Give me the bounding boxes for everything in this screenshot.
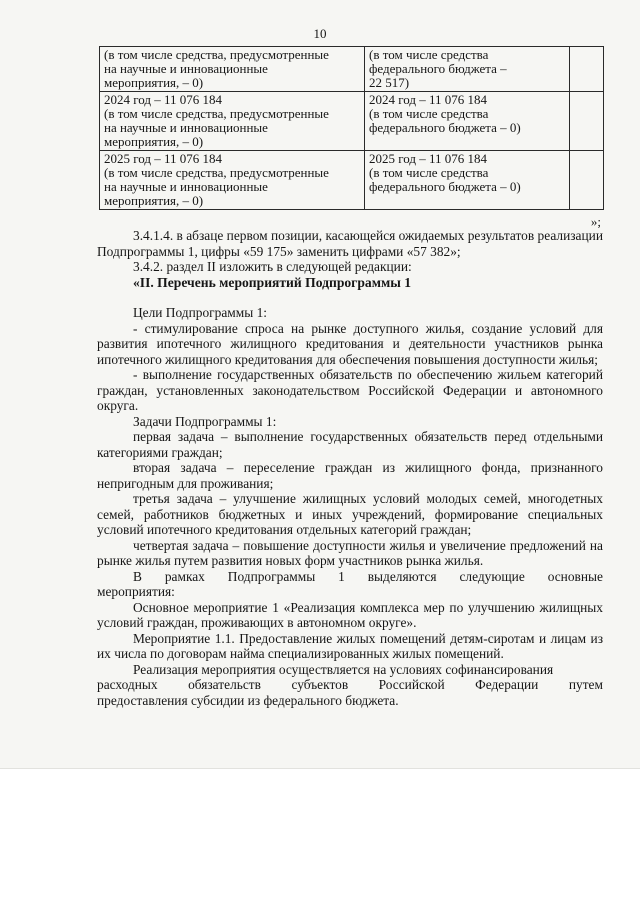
main-measure: Основное мероприятие 1 «Реализация комплекса мер по улучшению жилищных условий граждан, проживающих в автономном округе». xyxy=(97,599,603,630)
task-item: вторая задача – переселение граждан из жилищного фонда, признанного непригодным для проживания; xyxy=(97,460,603,491)
cell-line: на научные и инновационные xyxy=(104,179,268,194)
cell-line: (в том числе средства xyxy=(369,106,489,121)
cell-line: на научные и инновационные xyxy=(104,61,268,76)
cell-line: мероприятия, – 0) xyxy=(104,193,204,208)
task-item: первая задача – выполнение государственных обязательств перед отдельными категориями граждан; xyxy=(97,429,603,460)
goal-item: - стимулирование спроса на рынке доступного жилья, создание условий для развития ипотечного жилищного кредитования и деятельности участников рынка ипотечного жилищного кредитования для обеспечения повышения доступности жилья; xyxy=(97,320,603,367)
task-item: третья задача – улучшение жилищных условий молодых семей, многодетных семей, работников бюджетных и иных учреждений, формирование специальных условий ипотечного кредитования отдельных категорий граждан; xyxy=(97,491,603,537)
funding-table xyxy=(99,46,604,210)
cell-line: федерального бюджета – 0) xyxy=(369,179,521,194)
cell-line: мероприятия, – 0) xyxy=(104,75,204,90)
word: 1 xyxy=(338,568,345,584)
amendment-3-4-2: 3.4.2. раздел II изложить в следующей редакции: xyxy=(133,259,412,274)
measure-1-1: Мероприятие 1.1. Предоставление жилых помещений детям-сиротам и лицам из их числа по договорам найма специализированных жилых помещений. xyxy=(97,630,603,661)
table-cell xyxy=(570,47,604,92)
cell-line: (в том числе средства, предусмотренные xyxy=(104,47,329,62)
amendment-text xyxy=(97,228,603,708)
table-row xyxy=(100,151,604,210)
cell-line: 2024 год – 11 076 184 xyxy=(104,92,223,107)
word: основные xyxy=(547,568,603,584)
word: выделяются xyxy=(367,568,437,584)
cell-line: на научные и инновационные xyxy=(104,120,268,135)
cell-line: (в том числе средства, предусмотренные xyxy=(104,106,329,121)
implementation-first-line: Реализация мероприятия осуществляется на условиях софинансирования xyxy=(133,661,554,677)
cell-line: (в том числе средства xyxy=(369,165,489,180)
word: Подпрограммы xyxy=(227,568,316,584)
measures-intro-tail: мероприятия: xyxy=(97,584,175,599)
cell-line: 2024 год – 11 076 184 xyxy=(369,92,488,107)
cell-line: 22 517) xyxy=(369,75,410,90)
word: обязательств xyxy=(188,677,261,692)
table-cell xyxy=(100,92,365,151)
goal-item: - выполнение государственных обязательств по обеспечению жильем категорий граждан, установленных законодательством Российской Федерации и автономного округа. xyxy=(97,367,603,413)
measures-intro-line xyxy=(97,569,603,585)
word: Федерации xyxy=(475,677,539,692)
cell-line: мероприятия, – 0) xyxy=(104,134,204,149)
tasks-title: Задачи Подпрограммы 1: xyxy=(133,413,277,429)
table-cell xyxy=(365,92,570,151)
cell-line: 2025 год – 11 076 184 xyxy=(104,151,223,166)
goals-title: Цели Подпрограммы 1: xyxy=(133,305,267,320)
cell-line: федерального бюджета – 0) xyxy=(369,120,521,135)
implementation-justified-line xyxy=(97,677,603,693)
word: субъектов xyxy=(291,677,349,692)
implementation-tail: предоставления субсидии из федерального бюджета. xyxy=(97,692,399,708)
table-cell xyxy=(570,92,604,151)
task-item: четвертая задача – повышение доступности жилья и увеличение предложений на рынке жилья путем развития новых форм участников рынка жилья. xyxy=(97,537,603,568)
spacer xyxy=(97,290,603,305)
word: В xyxy=(133,568,142,584)
page-number: 10 xyxy=(313,26,327,41)
funding-table-body xyxy=(100,47,604,210)
table-cell xyxy=(570,151,604,210)
cell-line: 2025 год – 11 076 184 xyxy=(369,151,488,166)
table-cell xyxy=(365,151,570,210)
amendment-3-4-1-4: 3.4.1.4. в абзаце первом позиции, касающейся ожидаемых результатов реализации Подпрограммы 1, цифры «59 175» заменить цифрами «57 382»; xyxy=(97,228,603,259)
closing-quote: »; xyxy=(590,214,601,229)
word: следующие xyxy=(459,568,525,584)
cell-line: (в том числе средства xyxy=(369,47,489,62)
blank-area xyxy=(0,769,640,905)
word: Российской xyxy=(378,677,445,692)
section-heading: «II. Перечень мероприятий Подпрограммы 1 xyxy=(133,274,412,290)
cell-line: (в том числе средства, предусмотренные xyxy=(104,165,329,180)
table-row xyxy=(100,92,604,151)
word: расходных xyxy=(97,677,158,692)
word: рамках xyxy=(164,568,205,584)
table-cell xyxy=(100,151,365,210)
cell-line: федерального бюджета – xyxy=(369,61,507,76)
word: путем xyxy=(568,677,603,692)
table-cell xyxy=(365,47,570,92)
table-row xyxy=(100,47,604,92)
table-cell xyxy=(100,47,365,92)
